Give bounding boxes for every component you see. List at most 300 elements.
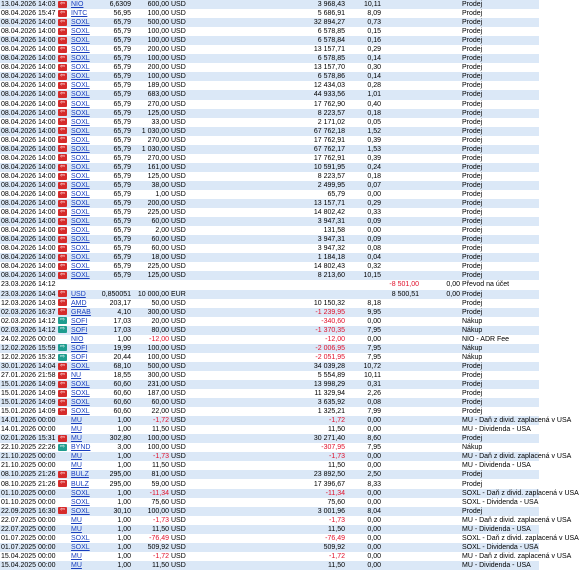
fee-cell: 0,14 — [346, 72, 382, 81]
settlement-cell — [382, 90, 420, 99]
ticker-link[interactable]: SOXL — [70, 136, 98, 145]
table-row[interactable] — [0, 507, 539, 516]
ticker-link[interactable]: INTC — [70, 9, 98, 18]
currency-cell: USD — [170, 425, 192, 434]
ticker-link[interactable]: SOXL — [70, 507, 98, 516]
table-row[interactable] — [0, 163, 539, 172]
currency-cell: USD — [170, 299, 192, 308]
balance-cell — [420, 27, 461, 36]
ticker-link[interactable]: NU — [70, 371, 98, 380]
description-cell: Prodej — [461, 118, 539, 127]
ticker-link[interactable]: AMD — [70, 299, 98, 308]
settlement-cell — [382, 344, 420, 353]
sell-arrow-icon: ⇦ — [59, 136, 66, 143]
ticker-link[interactable]: SOXL — [70, 163, 98, 172]
price-cell: 11,50 — [132, 525, 170, 534]
currency-cell: USD — [170, 90, 192, 99]
ticker-link[interactable]: MU — [70, 516, 98, 525]
price-cell: -76,49 — [132, 534, 170, 543]
table-row[interactable] — [0, 136, 539, 145]
table-row[interactable] — [0, 380, 539, 389]
table-row[interactable] — [0, 109, 539, 118]
price-cell: 270,00 — [132, 100, 170, 109]
date-cell: 02.01.2026 15:31 — [1, 435, 56, 443]
table-row[interactable] — [0, 262, 539, 271]
date-cell: 08.04.2026 14:00 — [1, 118, 56, 126]
quantity-cell: 65,79 — [98, 190, 132, 199]
table-row[interactable] — [0, 443, 539, 452]
ticker-link[interactable]: SOXL — [70, 109, 98, 118]
buy-arrow-icon: ⇨ — [59, 344, 66, 351]
table-row[interactable] — [0, 45, 539, 54]
ticker-link[interactable]: SOXL — [70, 45, 98, 54]
date-cell: 08.04.2026 14:00 — [1, 37, 56, 45]
ticker-link[interactable]: GRAB — [70, 308, 98, 317]
ticker-link[interactable]: SOXL — [70, 244, 98, 253]
ticker-link[interactable]: SOXL — [70, 145, 98, 154]
table-row[interactable] — [0, 552, 539, 561]
ticker-link[interactable]: SOXL — [70, 253, 98, 262]
balance-cell — [420, 145, 461, 154]
table-row[interactable] — [0, 199, 539, 208]
table-row[interactable] — [0, 63, 539, 72]
date-cell: 08.10.2025 21:26 — [1, 480, 56, 488]
table-row[interactable] — [0, 54, 539, 63]
ticker-link[interactable]: SOXL — [70, 407, 98, 416]
settlement-cell — [382, 434, 420, 443]
table-row[interactable] — [0, 317, 539, 326]
icon-cell — [57, 389, 70, 398]
icon-cell — [57, 36, 70, 45]
price-cell: 38,00 — [132, 181, 170, 190]
table-row[interactable] — [0, 226, 539, 235]
ticker-link[interactable]: SOXL — [70, 398, 98, 407]
ticker-link[interactable]: NIO — [70, 335, 98, 344]
price-cell: 81,00 — [132, 470, 170, 479]
table-row[interactable] — [0, 479, 539, 488]
settlement-cell — [382, 516, 420, 525]
fee-cell: 0,09 — [346, 217, 382, 226]
ticker-link[interactable]: SOXL — [70, 100, 98, 109]
icon-cell — [57, 326, 70, 335]
ticker-link[interactable]: SOXL — [70, 208, 98, 217]
currency-cell: USD — [170, 36, 192, 45]
table-row[interactable] — [0, 308, 539, 317]
balance-cell: 0,00 — [420, 290, 461, 299]
ticker-link[interactable]: SOFI — [70, 344, 98, 353]
price-cell: 1 030,00 — [132, 145, 170, 154]
table-row[interactable] — [0, 100, 539, 109]
table-row[interactable] — [0, 18, 539, 27]
ticker-link[interactable]: SOXL — [70, 271, 98, 280]
date-cell: 08.04.2026 14:00 — [1, 154, 56, 162]
icon-cell — [57, 380, 70, 389]
ticker-link[interactable]: BULZ — [70, 479, 98, 488]
table-row[interactable] — [0, 362, 539, 371]
ticker-link[interactable]: SOXL — [70, 54, 98, 63]
ticker-link[interactable]: SOXL — [70, 498, 98, 507]
ticker-link[interactable]: USD — [70, 290, 98, 299]
quantity-cell: 60,60 — [98, 407, 132, 416]
table-row[interactable] — [0, 326, 539, 335]
fee-cell: 0,31 — [346, 380, 382, 389]
amount-cell: 6 578,85 — [192, 27, 346, 36]
amount-cell: 8 223,57 — [192, 109, 346, 118]
currency-cell: USD — [170, 226, 192, 235]
ticker-link[interactable]: MU — [70, 416, 98, 425]
ticker-link[interactable]: SOXL — [70, 380, 98, 389]
table-row[interactable] — [0, 498, 539, 507]
fee-cell: 0,00 — [346, 461, 382, 470]
icon-cell — [57, 489, 70, 498]
description-cell: Prodej — [461, 0, 539, 9]
description-cell: Prodej — [461, 208, 539, 217]
settlement-cell — [382, 534, 420, 543]
table-row[interactable] — [0, 525, 539, 534]
price-cell: 270,00 — [132, 154, 170, 163]
sell-arrow-icon: ⇦ — [59, 9, 66, 16]
quantity-cell: 65,79 — [98, 45, 132, 54]
table-row[interactable] — [0, 407, 539, 416]
ticker-link[interactable]: MU — [70, 452, 98, 461]
table-row[interactable] — [0, 9, 539, 18]
sell-arrow-icon: ⇦ — [59, 380, 66, 387]
amount-cell: 11,50 — [192, 461, 346, 470]
table-row[interactable] — [0, 280, 539, 289]
table-row[interactable] — [0, 434, 539, 443]
table-row[interactable] — [0, 27, 539, 36]
description-cell: Prodej — [461, 507, 539, 516]
fee-cell: 0,32 — [346, 262, 382, 271]
table-row[interactable] — [0, 90, 539, 99]
ticker-link[interactable]: SOXL — [70, 81, 98, 90]
amount-cell — [192, 280, 346, 289]
table-row[interactable] — [0, 127, 539, 136]
ticker-link[interactable]: MU — [70, 525, 98, 534]
fee-cell: 0,00 — [346, 416, 382, 425]
table-row[interactable] — [0, 543, 539, 552]
price-cell: -1,72 — [132, 552, 170, 561]
settlement-cell — [382, 461, 420, 470]
amount-cell: 17 762,91 — [192, 154, 346, 163]
amount-cell: -1,73 — [192, 452, 346, 461]
sell-arrow-icon: ⇦ — [59, 471, 66, 478]
ticker-link[interactable]: SOXL — [70, 235, 98, 244]
icon-cell — [57, 154, 70, 163]
price-cell: 189,00 — [132, 81, 170, 90]
table-row[interactable] — [0, 172, 539, 181]
amount-cell: 131,58 — [192, 226, 346, 235]
quantity-cell: 65,79 — [98, 136, 132, 145]
ticker-link[interactable]: MU — [70, 434, 98, 443]
price-cell: 2,00 — [132, 226, 170, 235]
balance-cell — [420, 308, 461, 317]
icon-cell — [57, 81, 70, 90]
description-cell: Prodej — [461, 380, 539, 389]
fee-cell: 0,08 — [346, 398, 382, 407]
ticker-link[interactable]: MU — [70, 425, 98, 434]
icon-cell — [57, 461, 70, 470]
settlement-cell — [382, 380, 420, 389]
ticker-link[interactable]: SOXL — [70, 389, 98, 398]
table-row[interactable] — [0, 452, 539, 461]
description-cell: MU - Dividenda - USA — [461, 461, 539, 470]
icon-cell — [57, 199, 70, 208]
settlement-cell — [382, 18, 420, 27]
description-cell: Prodej — [461, 181, 539, 190]
currency-cell: USD — [170, 109, 192, 118]
fee-cell: 0,15 — [346, 27, 382, 36]
table-row[interactable] — [0, 154, 539, 163]
ticker-link[interactable]: SOXL — [70, 27, 98, 36]
currency-cell: USD — [170, 163, 192, 172]
description-cell: Převod na účet — [461, 280, 539, 289]
icon-cell — [57, 54, 70, 63]
table-row[interactable] — [0, 398, 539, 407]
ticker-link[interactable]: SOXL — [70, 18, 98, 27]
ticker-link[interactable]: SOXL — [70, 362, 98, 371]
icon-cell — [57, 416, 70, 425]
description-cell: Prodej — [461, 45, 539, 54]
currency-cell: USD — [170, 534, 192, 543]
fee-cell: 7,95 — [346, 344, 382, 353]
icon-cell — [57, 407, 70, 416]
table-row[interactable] — [0, 534, 539, 543]
currency-cell: USD — [170, 326, 192, 335]
table-row[interactable] — [0, 253, 539, 262]
ticker-link[interactable]: SOXL — [70, 489, 98, 498]
ticker-link[interactable]: SOXL — [70, 90, 98, 99]
date-cell: 22.07.2025 00:00 — [1, 525, 56, 533]
ticker-link[interactable]: MU — [70, 552, 98, 561]
table-row[interactable] — [0, 81, 539, 90]
description-cell: Prodej — [461, 371, 539, 380]
sell-arrow-icon: ⇦ — [59, 190, 66, 197]
table-row[interactable] — [0, 208, 539, 217]
price-cell: 500,00 — [132, 18, 170, 27]
table-row[interactable] — [0, 416, 539, 425]
description-cell: Nákup — [461, 317, 539, 326]
quantity-cell: 65,79 — [98, 109, 132, 118]
fee-cell: 0,30 — [346, 63, 382, 72]
price-cell: 18,00 — [132, 253, 170, 262]
amount-cell: 30 271,40 — [192, 434, 346, 443]
table-row[interactable] — [0, 461, 539, 470]
ticker-link[interactable]: SOXL — [70, 534, 98, 543]
balance-cell — [420, 81, 461, 90]
settlement-cell: 8 500,51 — [382, 290, 420, 299]
date-cell: 08.04.2026 14:00 — [1, 28, 56, 36]
table-row[interactable] — [0, 290, 539, 299]
price-cell: 200,00 — [132, 45, 170, 54]
settlement-cell — [382, 271, 420, 280]
amount-cell: 13 157,71 — [192, 45, 346, 54]
date-cell: 08.04.2026 14:00 — [1, 163, 56, 171]
quantity-cell: 65,79 — [98, 244, 132, 253]
date-cell: 01.07.2025 00:00 — [1, 534, 56, 542]
ticker-link[interactable]: SOFI — [70, 317, 98, 326]
date-cell: 01.10.2025 00:00 — [1, 498, 56, 506]
amount-cell: 5 686,91 — [192, 9, 346, 18]
ticker-link[interactable]: SOXL — [70, 217, 98, 226]
balance-cell — [420, 317, 461, 326]
ticker-link[interactable]: SOXL — [70, 190, 98, 199]
ticker-link[interactable]: SOXL — [70, 127, 98, 136]
table-row[interactable] — [0, 470, 539, 479]
icon-cell — [57, 63, 70, 72]
table-row[interactable] — [0, 389, 539, 398]
settlement-cell — [382, 45, 420, 54]
price-cell: -1,73 — [132, 516, 170, 525]
date-cell: 08.04.2026 14:00 — [1, 100, 56, 108]
settlement-cell — [382, 335, 420, 344]
balance-cell — [420, 154, 461, 163]
fee-cell: 1,53 — [346, 145, 382, 154]
price-cell: 300,00 — [132, 371, 170, 380]
fee-cell: 7,99 — [346, 407, 382, 416]
settlement-cell — [382, 416, 420, 425]
price-cell: 11,50 — [132, 461, 170, 470]
description-cell: Prodej — [461, 136, 539, 145]
ticker-link[interactable]: SOXL — [70, 181, 98, 190]
price-cell: 100,00 — [132, 344, 170, 353]
date-cell: 08.04.2026 14:00 — [1, 254, 56, 262]
table-row[interactable] — [0, 271, 539, 280]
table-row[interactable] — [0, 561, 539, 570]
description-cell: Prodej — [461, 90, 539, 99]
balance-cell — [420, 54, 461, 63]
ticker-link[interactable]: SOXL — [70, 72, 98, 81]
table-row[interactable] — [0, 425, 539, 434]
table-row[interactable] — [0, 190, 539, 199]
currency-cell: USD — [170, 552, 192, 561]
quantity-cell: 65,79 — [98, 145, 132, 154]
ticker-link[interactable]: BYND — [70, 443, 98, 452]
table-row[interactable] — [0, 235, 539, 244]
price-cell: 125,00 — [132, 172, 170, 181]
fee-cell — [346, 290, 382, 299]
icon-cell — [57, 145, 70, 154]
ticker-link[interactable]: SOXL — [70, 118, 98, 127]
table-row[interactable] — [0, 489, 539, 498]
price-cell: 100,00 — [132, 54, 170, 63]
table-row[interactable] — [0, 118, 539, 127]
table-row[interactable] — [0, 299, 539, 308]
fee-cell: 8,18 — [346, 299, 382, 308]
quantity-cell: 1,00 — [98, 335, 132, 344]
icon-cell — [57, 335, 70, 344]
icon-cell — [57, 235, 70, 244]
ticker-link[interactable]: SOFI — [70, 353, 98, 362]
currency-cell: USD — [170, 45, 192, 54]
ticker-link[interactable]: SOXL — [70, 543, 98, 552]
table-row[interactable] — [0, 371, 539, 380]
table-row[interactable] — [0, 0, 539, 9]
currency-cell: USD — [170, 0, 192, 9]
quantity-cell: 1,00 — [98, 425, 132, 434]
ticker-link[interactable]: MU — [70, 561, 98, 570]
date-cell: 01.07.2025 00:00 — [1, 543, 56, 551]
ticker-link[interactable]: SOXL — [70, 226, 98, 235]
table-row[interactable] — [0, 344, 539, 353]
description-cell: MU - Daň z divid. zaplacená v USA — [462, 453, 572, 461]
balance-cell — [420, 18, 461, 27]
ticker-link[interactable]: SOFI — [70, 326, 98, 335]
settlement-cell — [382, 253, 420, 262]
amount-cell: 1 325,21 — [192, 407, 346, 416]
table-row[interactable] — [0, 217, 539, 226]
ticker-link[interactable]: SOXL — [70, 172, 98, 181]
date-cell: 23.03.2026 14:12 — [1, 281, 56, 289]
settlement-cell — [382, 154, 420, 163]
quantity-cell: 65,79 — [98, 63, 132, 72]
sell-arrow-icon: ⇦ — [59, 64, 66, 70]
table-row[interactable] — [0, 72, 539, 81]
settlement-cell — [382, 63, 420, 72]
ticker-link[interactable]: SOXL — [70, 63, 98, 72]
quantity-cell: 1,00 — [98, 461, 132, 470]
table-row[interactable] — [0, 181, 539, 190]
table-row[interactable] — [0, 36, 539, 45]
description-cell: Prodej — [461, 54, 539, 63]
price-cell: 100,00 — [132, 36, 170, 45]
price-cell: 509,92 — [132, 543, 170, 552]
balance-cell — [420, 262, 461, 271]
table-row[interactable] — [0, 335, 539, 344]
table-row[interactable] — [0, 516, 539, 525]
fee-cell: 0,18 — [346, 172, 382, 181]
ticker-link[interactable]: SOXL — [70, 199, 98, 208]
description-cell: SOXL - Dividenda - USA — [462, 498, 539, 506]
date-cell: 21.10.2025 00:00 — [1, 462, 56, 470]
fee-cell: 0,18 — [346, 109, 382, 118]
ticker-link[interactable]: MU — [70, 461, 98, 470]
sell-arrow-icon: ⇦ — [59, 54, 66, 61]
ticker-link[interactable]: BULZ — [70, 470, 98, 479]
icon-cell — [57, 425, 70, 434]
fee-cell: 8,33 — [346, 479, 382, 488]
settlement-cell — [382, 326, 420, 335]
icon-cell — [57, 362, 70, 371]
amount-cell: 65,79 — [192, 190, 346, 199]
ticker-link[interactable]: SOXL — [70, 262, 98, 271]
balance-cell — [420, 498, 461, 507]
table-row[interactable] — [0, 244, 539, 253]
amount-cell: 67 762,17 — [192, 145, 346, 154]
settlement-cell — [382, 407, 420, 416]
fee-cell: 10,72 — [346, 362, 382, 371]
quantity-cell: 65,79 — [98, 235, 132, 244]
icon-cell — [57, 353, 70, 362]
amount-cell: 6 578,84 — [192, 36, 346, 45]
balance-cell — [420, 543, 461, 552]
ticker-link[interactable]: NIO — [70, 0, 98, 9]
currency-cell: USD — [170, 362, 192, 371]
ticker-link[interactable]: SOXL — [70, 154, 98, 163]
description-cell: Nákup — [461, 344, 539, 353]
amount-cell: -1 239,95 — [192, 308, 346, 317]
settlement-cell — [382, 199, 420, 208]
ticker-link[interactable]: SOXL — [70, 36, 98, 45]
settlement-cell — [382, 27, 420, 36]
currency-cell: USD — [170, 72, 192, 81]
sell-arrow-icon: ⇦ — [59, 172, 66, 179]
quantity-cell: 19,99 — [98, 344, 132, 353]
fee-cell: 0,00 — [346, 543, 382, 552]
balance-cell — [420, 443, 461, 452]
table-row[interactable] — [0, 353, 539, 362]
table-row[interactable] — [0, 145, 539, 154]
